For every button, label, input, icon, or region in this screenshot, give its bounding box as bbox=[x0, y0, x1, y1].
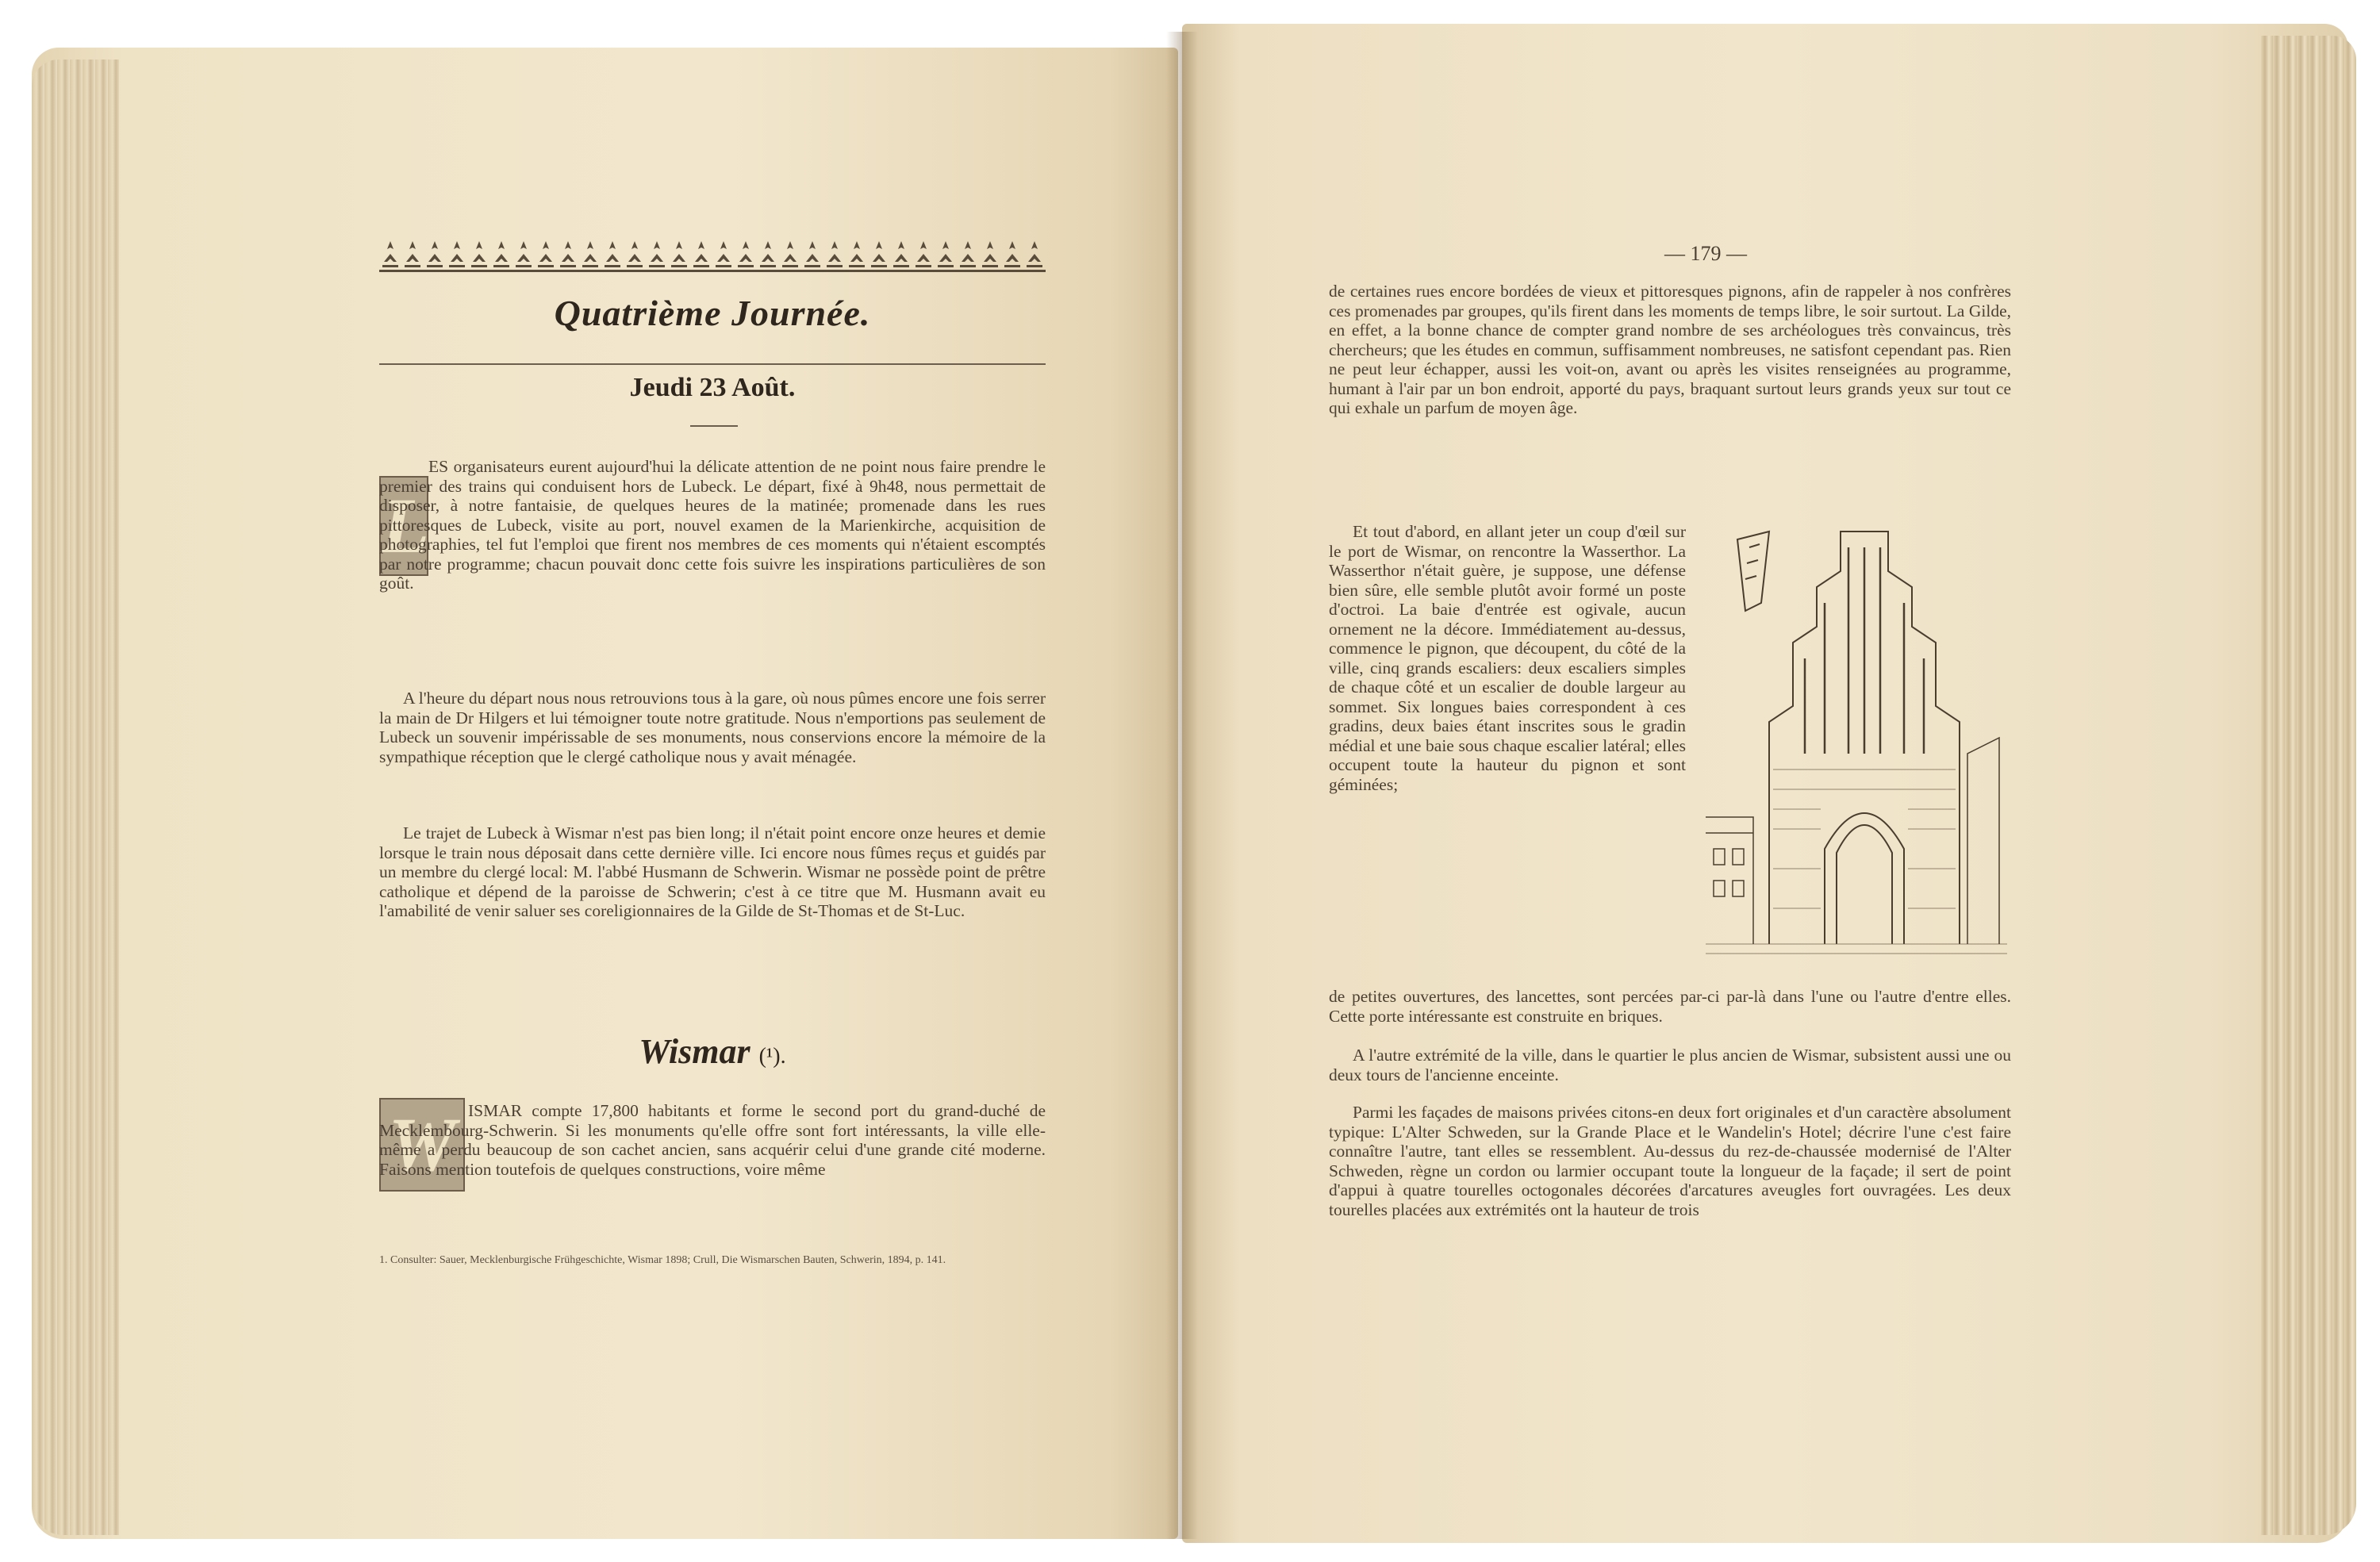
dropcap-l: L bbox=[379, 476, 428, 576]
dropcap-w: W bbox=[379, 1098, 465, 1192]
wasserthor-paragraph: Et tout d'abord, en allant jeter un coup d'œil sur le port de Wismar, on rencontre la Wasserthor. La Wasserthor n'était guère, je suppose, une défense bien sûre, elle semble plutôt avoir formé un poste d'octroi. La baie d'entrée est ogivale, aucun ornement ne la décore. Immédiatement au-dessus, commence le pignon, que découpent, du côté de la ville, cinq grands escaliers: deux escaliers simples de chaque côté et un escalier de double largeur au sommet. Six longues baies correspondent à ces gradins, deux baies étant inscrites sous le gradin médial et une baie sous chaque escalier latéral; elles occupent toute la hauteur du pignon et sont géminées; bbox=[1329, 522, 1686, 794]
book-gutter bbox=[1166, 32, 1198, 1539]
right-paragraph-4: A l'autre extrémité de la ville, dans le quartier le plus ancien de Wismar, subsistent aussi une ou deux tours de l'ancienne enceinte. bbox=[1329, 1046, 2011, 1084]
left-page-edges bbox=[32, 59, 119, 1535]
wasserthor-illustration bbox=[1706, 516, 2007, 960]
wismar-title-text: Wismar bbox=[639, 1032, 750, 1071]
wismar-paragraph: ISMAR compte 17,800 habitants et forme le second port du grand-duché de Mecklembourg-Schwerin. Si les monuments qu'elle offre sont fort intéressants, la ville elle-même a perdu beaucoup de son cachet ancien, sans acquérir celui d'une grande cité moderne. Faisons mention toutefois de quelques constructions, voire même bbox=[379, 1101, 1046, 1179]
chapter-heading: Quatrième Journée. bbox=[554, 293, 871, 333]
right-paragraph-3: de petites ouvertures, des lancettes, sont percées par-ci par-là dans l'une ou l'autre d'entre elles. Cette porte intéressante est construite en briques. bbox=[1329, 987, 2011, 1026]
date-rule bbox=[690, 425, 738, 427]
right-page-edges bbox=[2261, 36, 2356, 1535]
decorative-border-ornament bbox=[379, 238, 1046, 284]
date-heading: Jeudi 23 Août. bbox=[629, 373, 796, 402]
intro-paragraph: ES organisateurs eurent aujourd'hui la délicate attention de ne point nous faire prendre le premier des trains qui conduisent hors de Lubeck. Le départ, fixé à 9h48, nous permettait de disposer, à notre fantaisie, de quelques heures de la matinée; promenade dans les rues pittoresques de Lubeck, visite au port, nouvel examen de la Marienkirche, acquisition de photographies, tel fut l'emploi que firent nos membres de ces moments qui n'étaient escomptés par notre programme; chacun pouvait donc cette fois suivre les inspirations particulières de son goût. bbox=[379, 457, 1046, 593]
wismar-footnote-ref: (¹). bbox=[758, 1044, 786, 1069]
departure-paragraph: A l'heure du départ nous nous retrouvions tous à la gare, où nous pûmes encore une fois serrer la main de Dr Hilgers et lui témoigner toute notre gratitude. Nous n'emportions pas seulement de Lubeck un souvenir impérissable de ses monuments, nous conservions encore la mémoire de la sympathique réception que le clergé catholique nous y avait ménagée. bbox=[379, 689, 1046, 766]
wismar-section-title bbox=[379, 1031, 1046, 1072]
right-paragraph-1: de certaines rues encore bordées de vieux et pittoresques pignons, afin de rappeler à nos confrères ces promenades par groupes, qu'ils firent dans les moments de temps libre, le soir surtout. La Gilde, en effet, a la bonne chance de compter grand nombre de ses archéologues très convaincus, très chercheurs; que les études en commun, suffisamment nombreuses, ne satisfont cependant pas. Rien ne peut leur échapper, aussi les voit-on, avant ou après les visites renseignées au programme, humant à l'air par un bon endroit, apporté du pays, braquant surtout leurs grands yeux sur tout ce qui exhale un parfum de moyen âge. bbox=[1329, 282, 2011, 417]
right-paragraph-5: Parmi les façades de maisons privées citons-en deux fort originales et d'un caractère absolument typique: L'Alter Schweden, sur la Grande Place et le Wandelin's Hotel; décrire l'une c'est faire connaître l'autre, tant elles se ressemblent. Au-dessus du rez-de-chaussée modernisé de l'Alter Schweden, règne un cordon ou larmier occupant toute la longueur de la façade; il sert de point d'appui à quatre tourelles octogonales décorées d'arcatures aveugles fort ouvragées. Les deux tourelles placées aux extrémités ont la hauteur de trois bbox=[1329, 1103, 2011, 1219]
footnote: 1. Consulter: Sauer, Mecklenburgische Frühgeschichte, Wismar 1898; Crull, Die Wismarschen Bauten, Schwerin, 1894, p. 141. bbox=[379, 1254, 946, 1266]
journey-paragraph: Le trajet de Lubeck à Wismar n'est pas bien long; il n'était point encore onze heures et demie lorsque le train nous déposait dans cette dernière ville. Ici encore nous fûmes reçus et guidés par un membre du clergé local: M. l'abbé Husmann de Schwerin. Wismar ne possède point de prêtre catholique et dépend de la paroisse de Schwerin; c'est à ce titre que M. Husmann avait eu l'amabilité de venir saluer ses coreligionnaires de la Gilde de St-Thomas et de St-Luc. bbox=[379, 823, 1046, 920]
page-number: — 179 — bbox=[1664, 242, 1747, 265]
heading-rule bbox=[379, 363, 1046, 365]
